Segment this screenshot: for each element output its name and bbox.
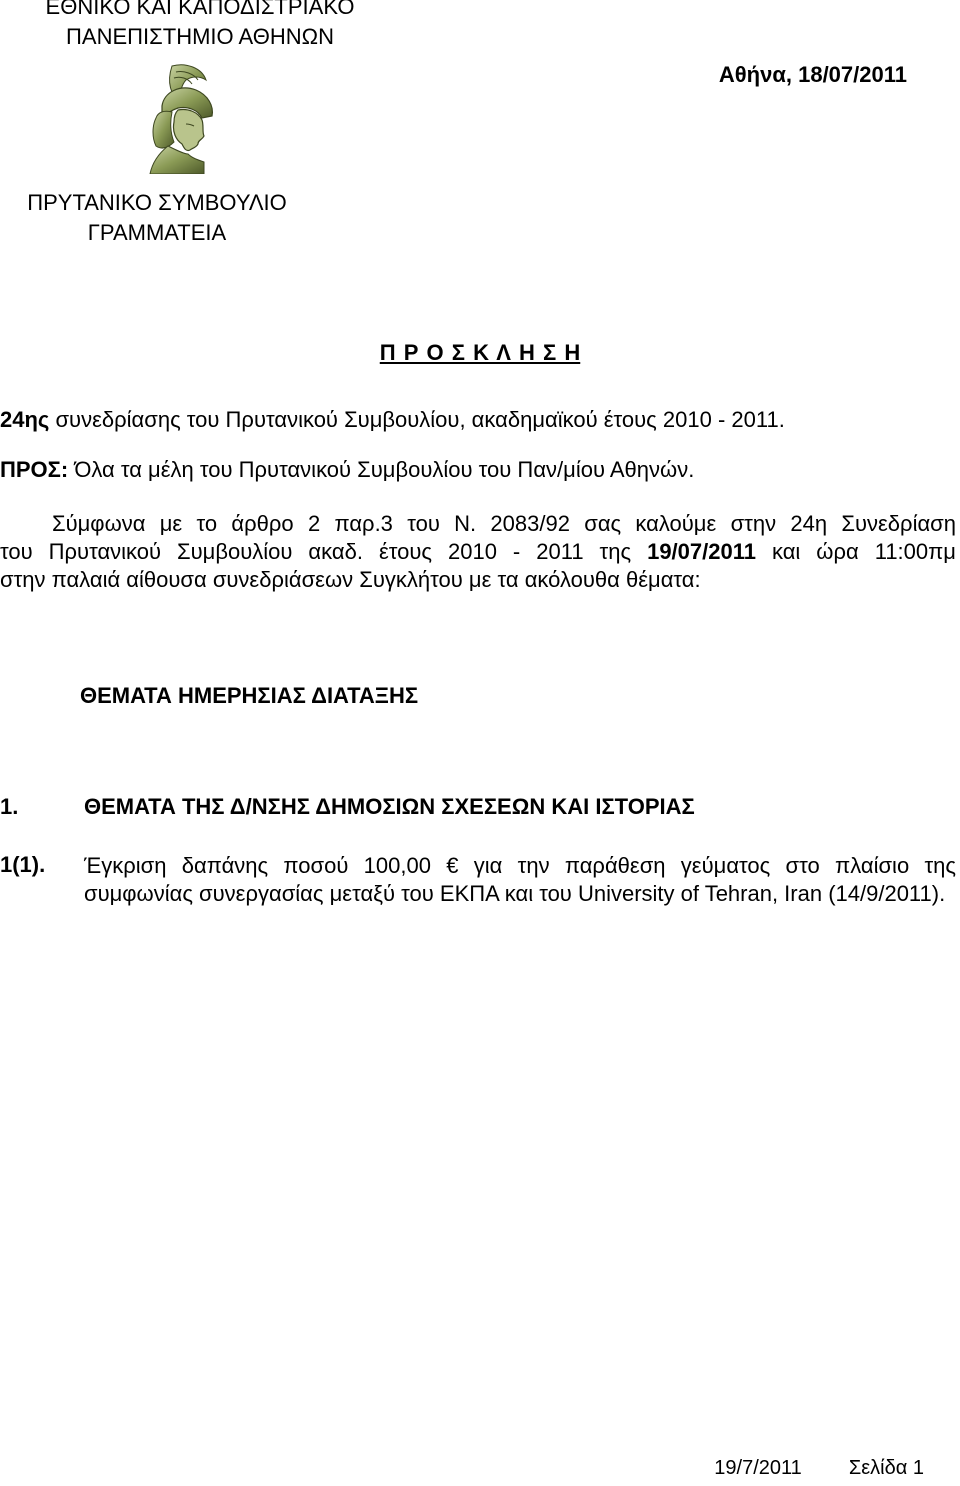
agenda-item-text: Έγκριση δαπάνης ποσού 100,00 € για την παράθεση γεύματος στο πλαίσιο της συμφωνίας συνεργασίας μεταξύ του ΕΚΠΑ και του University of Tehran, Iran (14/9/2011). — [84, 853, 956, 906]
university-name-line1: ΕΘΝΙΚΟ ΚΑΙ ΚΑΠΟΔΙΣΤΡΙΑΚΟ — [45, 0, 355, 19]
session-line — [0, 406, 785, 434]
body-line-2 — [0, 538, 956, 566]
session-number: 24ης — [0, 407, 50, 432]
body-line-3: στην παλαιά αίθουσα συνεδριάσεων Συγκλήτου με τα ακόλουθα θέματα: — [0, 567, 701, 592]
council-name: ΠΡΥΤΑΝΙΚΟ ΣΥΜΒΟΥΛΙΟ — [27, 190, 287, 215]
dateline: Αθήνα, 18/07/2011 — [718, 62, 907, 87]
footer-date: 19/7/2011 — [714, 1457, 802, 1479]
invitation-title: Π Ρ Ο Σ Κ Λ Η Σ Η — [379, 340, 581, 365]
recipients-line — [0, 456, 694, 484]
university-name — [0, 0, 400, 52]
body-line-1: Σύμφωνα με το άρθρο 2 παρ.3 του Ν. 2083/92 σας καλούμε στην 24η Συνεδρίαση — [52, 511, 956, 536]
recipients-label: ΠΡΟΣ: — [0, 457, 69, 482]
session-text: συνεδρίασης του Πρυτανικού Συμβουλίου, ακαδημαϊκού έτους 2010 - 2011. — [49, 407, 785, 432]
body-line-2-end: και ώρα 11:00πμ — [755, 539, 956, 564]
page-number: Σελίδα 1 — [848, 1457, 924, 1479]
university-name-line2: ΠΑΝΕΠΙΣΤΗΜΙΟ ΑΘΗΝΩΝ — [66, 24, 334, 49]
secretariat-name: ΓΡΑΜΜΑΤΕΙΑ — [87, 220, 227, 245]
page-footer — [714, 1457, 924, 1480]
meeting-date: 19/07/2011 — [647, 539, 756, 564]
section-number: 1. — [0, 794, 19, 819]
athena-helmet-crest-icon — [142, 62, 224, 174]
recipients-text: Όλα τα μέλη του Πρυτανικού Συμβουλίου του Παν/μίου Αθηνών. — [68, 457, 695, 482]
agenda-heading: ΘΕΜΑΤΑ ΗΜΕΡΗΣΙΑΣ ΔΙΑΤΑΞΗΣ — [80, 683, 419, 708]
agenda-item-number: 1(1). — [0, 852, 46, 877]
council-heading — [0, 188, 314, 248]
body-line-2-start: του Πρυτανικού Συμβουλίου ακαδ. έτους 2010 - 2011 της — [0, 539, 648, 564]
section-title: ΘΕΜΑΤΑ ΤΗΣ Δ/ΝΣΗΣ ΔΗΜΟΣΙΩΝ ΣΧΕΣΕΩΝ ΚΑΙ ΙΣΤΟΡΙΑΣ — [84, 794, 695, 819]
